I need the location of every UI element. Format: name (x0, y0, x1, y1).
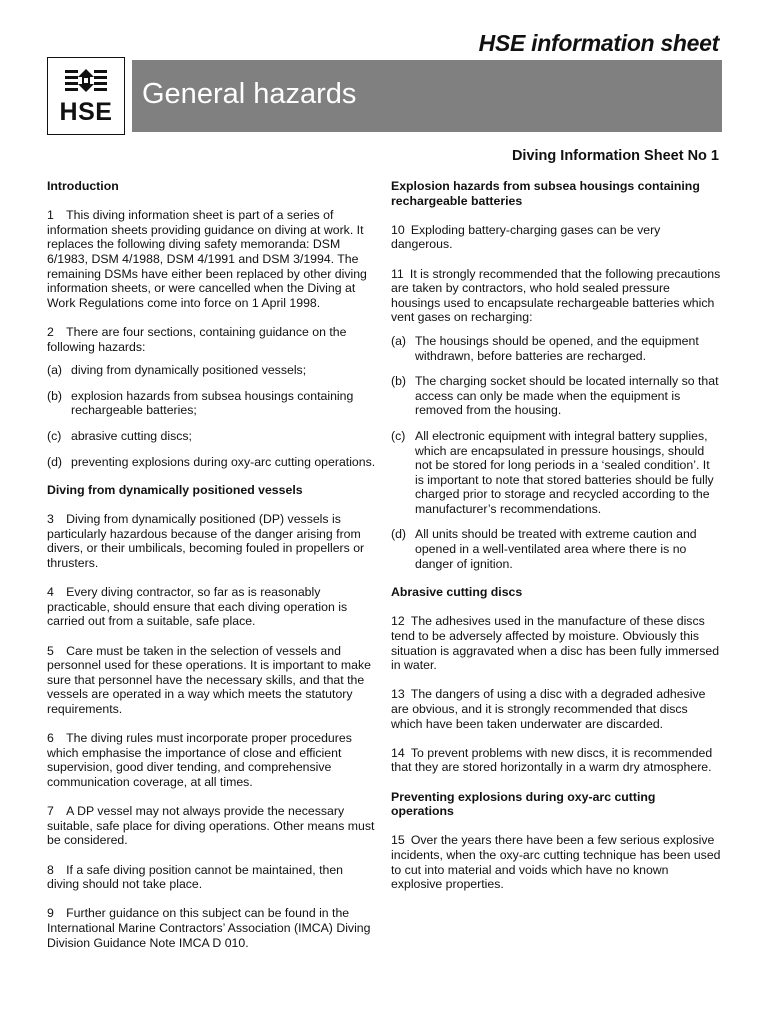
list-label: (b) (391, 374, 407, 389)
paragraph-13: 13 The dangers of using a disc with a degraded adhesive are obvious, and it is strongly recommended that discs which have been taken underwater are discarded. (391, 687, 706, 731)
paragraph-3: 3 Diving from dynamically positioned (DP) vessels is particularly hazardous because of the danger arising from divers, or their umbilicals, becoming fouled in propellers or thrusters. (47, 512, 365, 571)
sheet-type-label: HSE information sheet (478, 30, 719, 56)
abrasive-heading: Abrasive cutting discs (391, 585, 523, 600)
hse-logo (47, 57, 125, 135)
list-text: diving from dynamically positioned vessels; (71, 363, 307, 378)
explosion-heading: Explosion hazards from subsea housings containing rechargeable batteries (391, 179, 700, 208)
left-column (47, 179, 377, 965)
list-text: All electronic equipment with integral battery supplies, which are encapsulated in pressure housings, should not be stored for long periods in a ‘sealed condition’. It is important to note that stored batteries should be fully charged prior to storage and recycled according to the manufacturer’s recommendations. (415, 428, 714, 516)
list-item (47, 363, 377, 378)
paragraph-6: 6 The diving rules must incorporate proper procedures which emphasise the importance of close and efficient supervision, good diver tending, and comprehensive communication coverage, at all times. (47, 731, 352, 789)
paragraph-1: 1 This diving information sheet is part of a series of information sheets providing guidance on diving at work. It replaces the following diving safety memoranda: DSM 6/1983, DSM 4/1988, DSM 4/1991 and DSM 3/1994. The remaining DSMs have either been replaced by other diving information sheets, or were cancelled when the Diving at Work Regulations come into force on 1 April 1998. (47, 208, 367, 310)
list-label: (a) (47, 363, 63, 378)
paragraph-9: 9 Further guidance on this subject can be found in the International Marine Contractors’ Association (IMCA) Diving Division Guidance Note IMCA D 010. (47, 906, 371, 950)
list-label: (b) (47, 388, 63, 403)
paragraph-5: 5 Care must be taken in the selection of vessels and personnel used for these operations. It is important to make sure that personnel have the necessary skills, and that the vessels are operated in a way which meets the statutory requirements. (47, 643, 371, 716)
paragraph-7: 7 A DP vessel may not always provide the necessary suitable, safe place for diving operations. Other means must be considered. (47, 804, 375, 848)
paragraph-10: 10 Exploding battery-charging gases can be very dangerous. (391, 222, 661, 252)
list-text: The charging socket should be located internally so that access can only be made when the equipment is removed from the housing. (415, 374, 719, 418)
list-label: (d) (47, 454, 63, 469)
oxy-arc-heading: Preventing explosions during oxy-arc cutting operations (391, 789, 656, 819)
list-label: (c) (47, 428, 62, 443)
paragraph-14: 14 To prevent problems with new discs, it is recommended that they are stored horizontally in a warm dry atmosphere. (391, 745, 713, 775)
list-item (391, 527, 721, 571)
list-item (47, 389, 377, 418)
list-item (47, 429, 377, 444)
hse-emblem-icon (65, 68, 107, 98)
list-item (47, 455, 377, 470)
intro-heading: Introduction (47, 179, 119, 193)
list-label: (d) (391, 527, 407, 542)
paragraph-8: 8 If a safe diving position cannot be maintained, then diving should not take place. (47, 862, 344, 892)
list-text: All units should be treated with extreme caution and opened in a well-ventilated area where there is no danger of ignition. (415, 527, 697, 571)
list-text: The housings should be opened, and the equipment withdrawn, before batteries are recharged. (415, 333, 699, 363)
list-text: preventing explosions during oxy-arc cutting operations. (71, 454, 376, 469)
list-item (391, 429, 721, 517)
title-banner (132, 60, 722, 132)
list-label: (a) (391, 333, 407, 348)
paragraph-4: 4 Every diving contractor, so far as is reasonably practicable, should ensure that each diving operation is carried out from a suitable, safe place. (47, 585, 348, 629)
right-column (391, 179, 721, 906)
paragraph-15: 15 Over the years there have been a few serious explosive incidents, when the oxy-arc cutting technique has been used to cut into material and voids which have no known explosive properties. (391, 833, 721, 892)
paragraph-11: 11 It is strongly recommended that the following precautions are taken by contractors, who hold sealed pressure housings used to encapsulate rechargeable batteries which vent gases on recharging: (391, 266, 721, 325)
list-label: (c) (391, 428, 406, 443)
paragraph-2: 2 There are four sections, containing guidance on the following hazards: (47, 324, 347, 354)
dp-heading: Diving from dynamically positioned vessels (47, 483, 303, 498)
list-item (391, 334, 721, 363)
list-text: abrasive cutting discs; (71, 428, 192, 443)
list-item (391, 374, 721, 418)
sheet-number: Diving Information Sheet No 1 (511, 148, 719, 164)
list-text: explosion hazards from subsea housings containing rechargeable batteries; (71, 388, 354, 418)
paragraph-12: 12 The adhesives used in the manufacture of these discs tend to be adversely affected by moisture. Obviously this situation is aggravated when a disc has been fully immersed in water. (391, 614, 720, 673)
logo-text: HSE (59, 98, 113, 126)
page-title: General hazards (142, 78, 357, 110)
